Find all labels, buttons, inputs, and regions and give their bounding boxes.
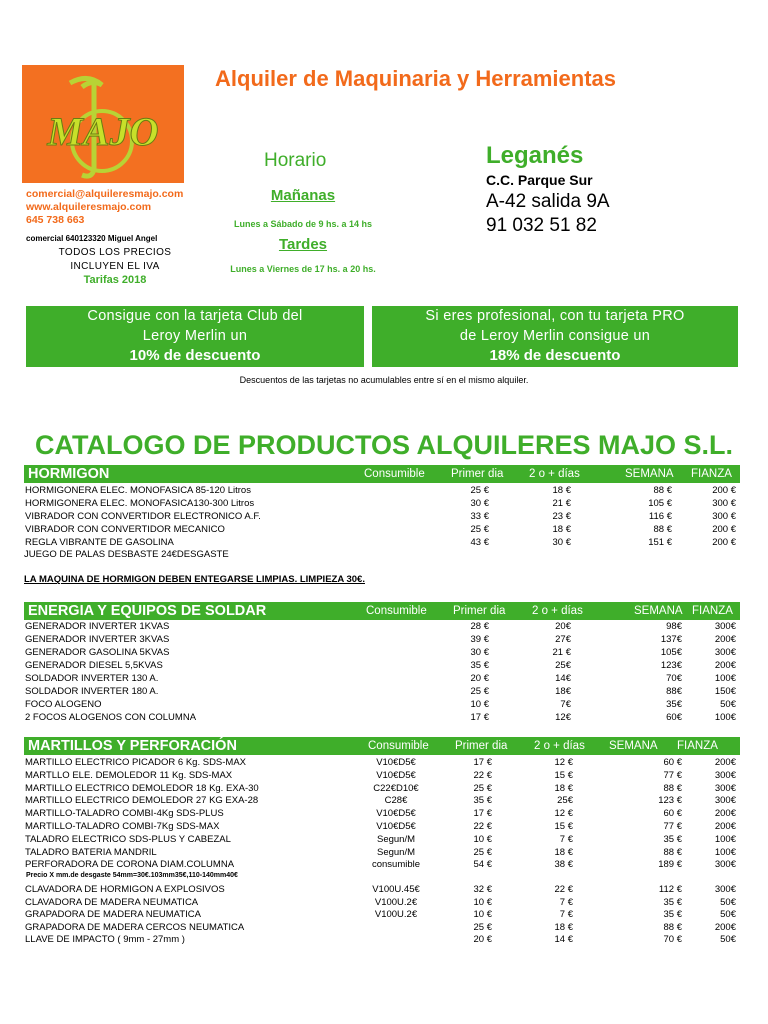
item-fianza: 200 €	[712, 524, 736, 535]
item-name: GENERADOR DIESEL 5,5KVAS	[25, 660, 163, 671]
item-fianza: 300€	[714, 884, 736, 895]
precios-line2: INCLUYEN EL IVA	[70, 261, 160, 272]
table-row	[24, 783, 740, 795]
item-semana: 88 €	[663, 921, 682, 933]
horario-title: Horario	[264, 150, 327, 171]
item-consumible: V10€D5€	[376, 757, 416, 768]
table-row	[24, 686, 740, 698]
table-row	[24, 537, 740, 549]
item-name: LLAVE DE IMPACTO ( 9mm - 27mm )	[25, 934, 185, 946]
item-fianza: 300€	[714, 769, 736, 781]
item-dos-dias: 15 €	[554, 769, 573, 781]
item-name: TALADRO ELECTRICO SDS-PLUS Y CABEZAL	[25, 833, 231, 845]
item-semana: 88 €	[663, 846, 682, 858]
item-name: TALADRO BATERIA MANDRIL	[25, 846, 157, 858]
item-name: VIBRADOR CON CONVERTIDOR MECANICO	[25, 524, 225, 535]
item-dos-dias: 12 €	[554, 808, 573, 820]
item-primer-dia: 30 €	[470, 647, 489, 658]
col-dos: 2 o + días	[529, 468, 580, 480]
club-line1: Consigue con la tarjeta Club del	[87, 308, 303, 324]
table-row	[24, 712, 740, 724]
item-primer-dia: 32 €	[473, 884, 492, 895]
pro-line2: de Leroy Merlin consigue un	[459, 328, 651, 344]
item-primer-dia: 25 €	[473, 782, 492, 794]
item-name: MARTLLO ELE. DEMOLEDOR 11 Kg. SDS-MAX	[25, 769, 233, 781]
item-fianza: 100€	[714, 846, 736, 858]
table-row	[24, 795, 740, 807]
col-consumible: Consumible	[368, 740, 429, 752]
item-fianza: 300€	[714, 647, 736, 658]
item-name: GENERADOR INVERTER 1KVAS	[25, 621, 170, 632]
item-primer-dia: 30 €	[470, 498, 489, 509]
table-row	[24, 897, 740, 909]
item-dos-dias: 38 €	[554, 859, 573, 871]
item-dos-dias: 30 €	[552, 537, 571, 548]
section-header-hormigon	[24, 465, 740, 483]
item-semana: 60€	[666, 712, 682, 723]
col-fianza: FIANZA	[692, 605, 733, 617]
item-semana: 35€	[666, 699, 682, 710]
item-consumible: V10€D5€	[376, 821, 416, 832]
item-primer-dia: 20 €	[473, 934, 492, 946]
item-primer-dia: 33 €	[470, 511, 489, 522]
table-row	[24, 922, 740, 934]
item-fianza: 200 €	[712, 537, 736, 548]
location-road: A-42 salida 9A	[486, 191, 610, 212]
item-fianza: 100€	[714, 673, 736, 684]
col-consumible: Consumible	[364, 468, 425, 480]
col-fianza: FIANZA	[691, 468, 732, 480]
table-row	[24, 699, 740, 711]
item-name: MARTILLO-TALADRO COMBI-4Kg SDS-PLUS	[25, 808, 224, 820]
item-fianza: 300€	[714, 782, 736, 794]
disclaimer: Descuentos de las tarjetas no acumulables entre sí en el mismo alquiler.	[239, 375, 529, 385]
table-row	[24, 647, 740, 659]
item-semana: 70 €	[663, 934, 682, 946]
table-row	[24, 859, 740, 871]
item-consumible: C22€D10€	[373, 782, 419, 794]
item-semana: 88 €	[653, 485, 672, 496]
table-row	[24, 757, 740, 769]
mananas-label: Mañanas	[270, 187, 336, 204]
table-row	[24, 485, 740, 497]
item-dos-dias: 27€	[555, 634, 571, 645]
item-primer-dia: 17 €	[473, 808, 492, 820]
item-name: GRAPADORA DE MADERA CERCOS NEUMATICA	[25, 921, 245, 933]
item-name: GRAPADORA DE MADERA NEUMATICA	[25, 909, 201, 921]
tarifas-label: Tarifas 2018	[83, 274, 147, 286]
item-name: HORMIGONERA ELEC. MONOFASICA 85-120 Litros	[25, 485, 251, 496]
item-semana: 105€	[660, 647, 682, 658]
phone-number: 645 738 663	[26, 214, 85, 226]
item-primer-dia: 28 €	[470, 621, 489, 632]
item-dos-dias: 18 €	[554, 782, 573, 794]
page-title: Alquiler de Maquinaria y Herramientas	[215, 66, 617, 91]
item-consumible: V100U.45€	[372, 884, 420, 895]
item-name: HORMIGONERA ELEC. MONOFASICA130-300 Litros	[25, 498, 255, 509]
precios-line1: TODOS LOS PRECIOS	[58, 247, 172, 258]
item-fianza: 300€	[714, 859, 736, 871]
col-semana: SEMANA	[609, 740, 658, 752]
item-consumible: C28€	[384, 795, 408, 807]
item-semana: 88 €	[653, 524, 672, 535]
item-fianza: 200€	[714, 660, 736, 671]
item-dos-dias: 14 €	[554, 934, 573, 946]
item-fianza: 150€	[714, 686, 736, 697]
location-city: Leganés	[486, 142, 584, 169]
club-discount: 10% de descuento	[129, 347, 261, 364]
item-semana: 60 €	[663, 757, 682, 768]
item-primer-dia: 35 €	[470, 660, 489, 671]
item-name: MARTILLO ELECTRICO DEMOLEDOR 27 KG EXA-28	[25, 795, 259, 807]
item-dos-dias: 18 €	[554, 921, 573, 933]
item-semana: 137€	[660, 634, 682, 645]
table-row	[24, 511, 740, 523]
item-primer-dia: 10 €	[473, 896, 492, 908]
item-dos-dias: 21 €	[552, 647, 571, 658]
item-primer-dia: 17 €	[470, 712, 489, 723]
pro-line1: Si eres profesional, con tu tarjeta PRO	[425, 308, 685, 324]
precio-note: Precio X mm.de desgaste 54mm=30€.103mm35€,110-140mm40€	[26, 872, 238, 879]
item-fianza: 50€	[720, 699, 736, 710]
col-fianza: FIANZA	[677, 740, 718, 752]
item-semana: 35 €	[663, 909, 682, 921]
item-fianza: 300€	[714, 795, 736, 807]
item-primer-dia: 54 €	[473, 859, 492, 871]
item-primer-dia: 35 €	[473, 795, 492, 807]
item-primer-dia: 25 €	[470, 524, 489, 535]
table-row	[24, 821, 740, 833]
table-row	[24, 673, 740, 685]
item-dos-dias: 7 €	[559, 833, 573, 845]
item-dos-dias: 14€	[555, 673, 571, 684]
item-primer-dia: 17 €	[473, 757, 492, 768]
item-name: 2 FOCOS ALOGENOS CON COLUMNA	[25, 712, 197, 723]
item-primer-dia: 22 €	[473, 769, 492, 781]
section-name: HORMIGON	[28, 466, 110, 482]
item-semana: 35 €	[663, 833, 682, 845]
item-fianza: 50€	[720, 934, 736, 946]
table-row	[24, 834, 740, 846]
item-dos-dias: 23 €	[552, 511, 571, 522]
col-semana: SEMANA	[625, 468, 674, 480]
table-row	[24, 847, 740, 859]
item-primer-dia: 25 €	[473, 846, 492, 858]
tardes-label: Tardes	[278, 236, 328, 253]
item-consumible: Segun/M	[376, 846, 416, 858]
item-name: MARTILLO ELECTRICO DEMOLEDOR 18 Kg. EXA-30	[25, 782, 259, 794]
item-primer-dia: 39 €	[470, 634, 489, 645]
item-name: SOLDADOR INVERTER 180 A.	[25, 686, 159, 697]
item-dos-dias: 7 €	[559, 909, 573, 921]
item-consumible: V10€D5€	[376, 769, 416, 781]
table-row	[24, 808, 740, 820]
item-fianza: 200€	[714, 757, 736, 768]
item-name: PERFORADORA DE CORONA DIAM.COLUMNA	[25, 859, 235, 871]
table-row	[24, 934, 740, 946]
item-dos-dias: 18 €	[552, 524, 571, 535]
item-dos-dias: 20€	[555, 621, 571, 632]
item-fianza: 200€	[714, 921, 736, 933]
table-row	[24, 498, 740, 510]
item-semana: 189 €	[658, 859, 682, 871]
item-semana: 123 €	[658, 795, 682, 807]
majo-logo-graphic	[22, 65, 184, 183]
item-semana: 35 €	[663, 896, 682, 908]
col-consumible: Consumible	[366, 605, 427, 617]
item-fianza: 100€	[714, 712, 736, 723]
item-fianza: 300€	[714, 621, 736, 632]
item-dos-dias: 21 €	[552, 498, 571, 509]
item-consumible: V10€D5€	[376, 808, 416, 820]
section-header-energia	[24, 602, 740, 620]
table-row	[24, 884, 740, 896]
table-row	[24, 660, 740, 672]
section-name: ENERGIA Y EQUIPOS DE SOLDAR	[28, 603, 267, 619]
web-link[interactable]: www.alquileresmajo.com	[26, 201, 152, 213]
item-fianza: 200 €	[712, 485, 736, 496]
item-dos-dias: 18 €	[552, 485, 571, 496]
item-fianza: 300 €	[712, 511, 736, 522]
item-fianza: 200€	[714, 808, 736, 820]
item-name: CLAVADORA DE MADERA NEUMATICA	[25, 896, 199, 908]
item-dos-dias: 7 €	[559, 896, 573, 908]
club-line2: Leroy Merlin un	[142, 328, 248, 344]
item-consumible: Segun/M	[376, 833, 416, 845]
col-primer: Primer dia	[453, 605, 506, 617]
logo-wordmark: MAJO	[47, 109, 159, 154]
item-fianza: 50€	[720, 909, 736, 921]
location-phone: 91 032 51 82	[486, 215, 597, 236]
item-dos-dias: 15 €	[554, 821, 573, 832]
item-dos-dias: 18 €	[554, 846, 573, 858]
item-semana: 88€	[666, 686, 682, 697]
item-name: REGLA VIBRANTE DE GASOLINA	[25, 537, 174, 548]
item-dos-dias: 12 €	[554, 757, 573, 768]
table-row	[24, 909, 740, 921]
item-semana: 116 €	[648, 511, 672, 522]
item-fianza: 300 €	[712, 498, 736, 509]
item-semana: 70€	[666, 673, 682, 684]
contact-info	[26, 188, 183, 227]
item-consumible: V100U.2€	[374, 909, 418, 921]
location-center: C.C. Parque Sur	[486, 172, 593, 188]
table-row	[24, 621, 740, 633]
item-primer-dia: 25 €	[470, 485, 489, 496]
club-banner	[26, 306, 364, 367]
col-primer: Primer dia	[451, 468, 504, 480]
item-primer-dia: 10 €	[470, 699, 489, 710]
item-semana: 60 €	[663, 808, 682, 820]
table-row	[24, 524, 740, 536]
item-semana: 77 €	[663, 821, 682, 832]
item-semana: 151 €	[648, 537, 672, 548]
col-semana: SEMANA	[634, 605, 683, 617]
item-semana: 123€	[660, 660, 682, 671]
email-link[interactable]: comercial@alquileresmajo.com	[26, 188, 184, 200]
item-primer-dia: 10 €	[473, 833, 492, 845]
catalog-title: CATALOGO DE PRODUCTOS ALQUILERES MAJO S.L.	[34, 430, 734, 460]
item-dos-dias: 25€	[557, 795, 573, 807]
col-dos: 2 o + días	[532, 605, 583, 617]
hormigon-note: LA MAQUINA DE HORMIGON DEBEN ENTEGARSE LIMPIAS. LIMPIEZA 30€.	[24, 574, 365, 585]
col-dos: 2 o + días	[534, 740, 585, 752]
item-semana: 105 €	[648, 498, 672, 509]
item-name: VIBRADOR CON CONVERTIDOR ELECTRONICO A.F.	[25, 511, 261, 522]
table-row	[24, 634, 740, 646]
item-dos-dias: 12€	[555, 712, 571, 723]
section-name: MARTILLOS Y PERFORACIÓN	[28, 738, 237, 754]
item-primer-dia: 20 €	[470, 673, 489, 684]
item-consumible: consumible	[371, 859, 421, 871]
item-dos-dias: 25€	[555, 660, 571, 671]
col-primer: Primer dia	[455, 740, 508, 752]
mananas-hours: Lunes a Sábado de 9 hs. a 14 hs	[233, 219, 373, 229]
item-fianza: 100€	[714, 833, 736, 845]
section-header-martillos	[24, 737, 740, 755]
item-primer-dia: 10 €	[473, 909, 492, 921]
item-semana: 88 €	[663, 782, 682, 794]
item-dos-dias: 18€	[555, 686, 571, 697]
item-name: CLAVADORA DE HORMIGON A EXPLOSIVOS	[25, 884, 225, 895]
item-primer-dia: 22 €	[473, 821, 492, 832]
item-name: MARTILLO-TALADRO COMBI-7Kg SDS-MAX	[25, 821, 220, 832]
item-name: GENERADOR GASOLINA 5KVAS	[25, 647, 170, 658]
item-dos-dias: 22 €	[554, 884, 573, 895]
item-semana: 77 €	[663, 769, 682, 781]
item-primer-dia: 25 €	[473, 921, 492, 933]
pro-banner	[372, 306, 738, 367]
majo-logo	[22, 65, 184, 183]
item-primer-dia: 43 €	[470, 537, 489, 548]
hormigon-extra: JUEGO DE PALAS DESBASTE 24€DESGASTE	[24, 549, 229, 560]
item-name: MARTILLO ELECTRICO PICADOR 6 Kg. SDS-MAX	[25, 757, 247, 768]
item-name: GENERADOR INVERTER 3KVAS	[25, 634, 170, 645]
pro-discount: 18% de descuento	[489, 347, 621, 364]
tardes-hours: Lunes a Viernes de 17 hs. a 20 hs.	[230, 264, 376, 274]
table-row	[24, 770, 740, 782]
item-name: FOCO ALOGENO	[25, 699, 102, 710]
item-fianza: 50€	[720, 896, 736, 908]
comercial-contact: comercial 640123320 Miguel Angel	[26, 234, 158, 243]
item-name: SOLDADOR INVERTER 130 A.	[25, 673, 159, 684]
item-dos-dias: 7€	[560, 699, 571, 710]
item-fianza: 200€	[714, 634, 736, 645]
item-semana: 98€	[666, 621, 682, 632]
item-semana: 112 €	[658, 884, 682, 895]
item-primer-dia: 25 €	[470, 686, 489, 697]
item-consumible: V100U.2€	[374, 896, 418, 908]
item-fianza: 200€	[714, 821, 736, 832]
